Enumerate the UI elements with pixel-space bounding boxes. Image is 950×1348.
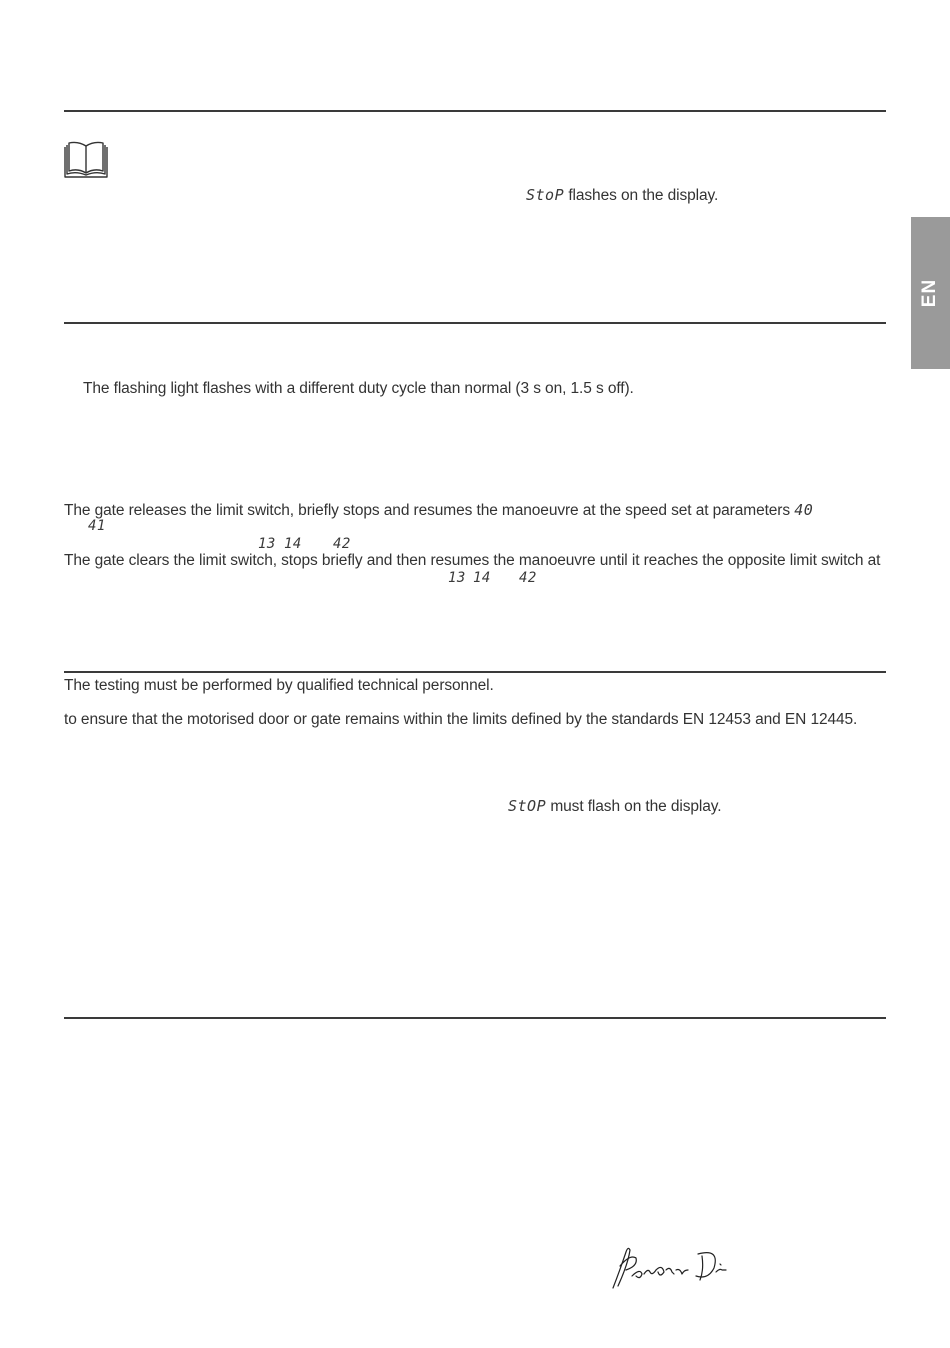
testing-personnel-text: The testing must be performed by qualified technical personnel. <box>64 677 494 694</box>
display-code-stop-2: StOP <box>508 797 547 815</box>
manual-book-icon <box>63 141 109 179</box>
gate-releases-text: The gate releases the limit switch, briefly stops and resumes the manoeuvre at the speed set at parameters 40 <box>64 501 814 519</box>
signature <box>610 1240 740 1292</box>
language-tab-label: EN <box>919 278 941 308</box>
language-tab <box>911 217 950 369</box>
stop-must-flash-text: StOP must flash on the display. <box>508 797 722 815</box>
stop-flashes-text: StoP flashes on the display. <box>526 186 719 204</box>
display-code-stop: StoP <box>526 186 565 204</box>
param-40: 40 <box>794 501 814 519</box>
param-13-line1: 13 <box>258 536 276 552</box>
param-13-line2: 13 <box>448 570 466 586</box>
section-divider-1 <box>64 110 886 112</box>
section-divider-4 <box>64 1017 886 1019</box>
section-divider-2 <box>64 322 886 324</box>
gate-clears-text: The gate clears the limit switch, stops briefly and then resumes the manoeuvre until it reaches the opposite limit switch at <box>64 552 881 569</box>
standards-limits-text: to ensure that the motorised door or gate remains within the limits defined by the standards EN 12453 and EN 12445. <box>64 711 858 728</box>
section-divider-3 <box>64 671 886 673</box>
param-14-line1: 14 <box>284 536 302 552</box>
param-14-line2: 14 <box>473 570 491 586</box>
param-41: 41 <box>88 518 106 534</box>
param-42-line1: 42 <box>333 536 351 552</box>
param-42-line2: 42 <box>519 570 537 586</box>
flashing-light-text: The flashing light flashes with a different duty cycle than normal (3 s on, 1.5 s off). <box>83 380 634 397</box>
